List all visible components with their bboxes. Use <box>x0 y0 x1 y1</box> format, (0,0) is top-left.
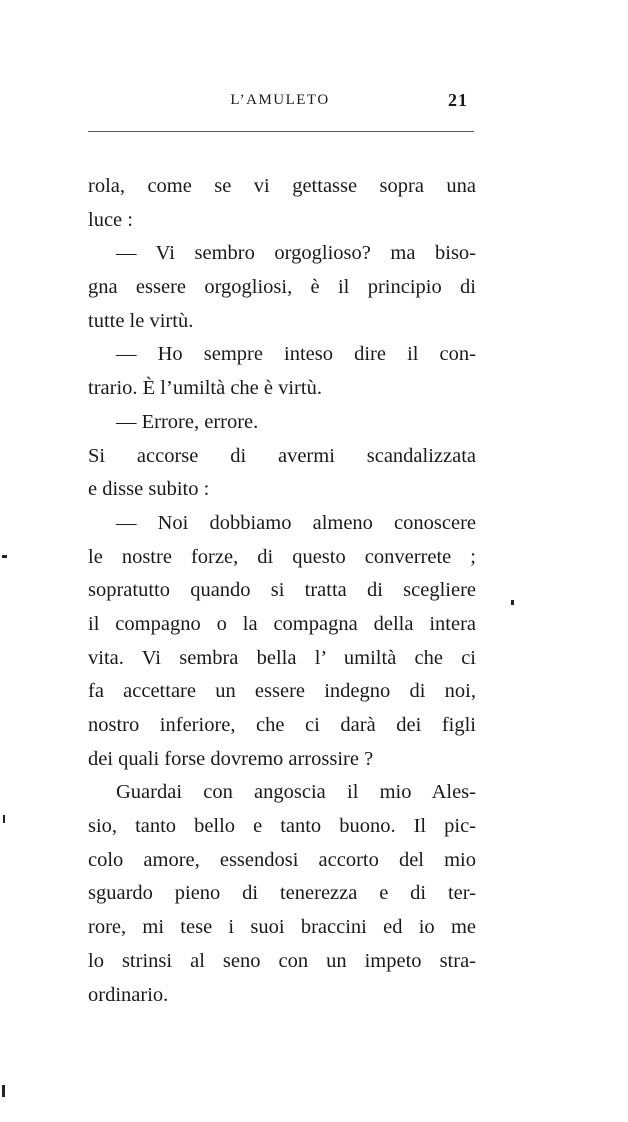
text-line: sopratutto quando si tratta di scegliere <box>88 579 476 602</box>
text-line: fa accettare un essere indegno di noi, <box>88 680 476 703</box>
text-line: ordinario. <box>88 983 169 1006</box>
text-line: gna essere orgogliosi, è il principio di <box>88 276 476 299</box>
text-line: rola, come se vi gettasse sopra una <box>88 175 476 197</box>
margin-mark <box>3 815 5 823</box>
text-line: il compagno o la compagna della intera <box>88 612 476 635</box>
text-line: — Vi sembro orgoglioso? ma biso- <box>116 242 476 265</box>
body-text <box>88 170 476 1012</box>
text-line: tutte le virtù. <box>88 309 194 332</box>
text-line: trario. È l’umiltà che è virtù. <box>88 377 322 400</box>
text-line: — Noi dobbiamo almeno conoscere <box>116 511 476 534</box>
margin-mark <box>2 1085 5 1097</box>
text-line: — Ho sempre inteso dire il con- <box>116 343 476 366</box>
text-line: nostro inferiore, che ci darà dei figli <box>88 714 476 736</box>
running-title: L’AMULETO <box>230 92 330 108</box>
text-line: — Errore, errore. <box>116 410 259 433</box>
text-line: Si accorse di avermi scandalizzata <box>88 444 476 467</box>
text-line: Guardai con angoscia il mio Ales- <box>116 781 476 804</box>
margin-mark <box>511 600 514 605</box>
page-number: 21 <box>448 90 468 110</box>
margin-mark <box>2 555 7 558</box>
text-line: vita. Vi sembra bella l’ umiltà che ci <box>88 646 476 669</box>
text-line: sguardo pieno di tenerezza e di ter- <box>88 882 476 905</box>
text-line: luce : <box>88 208 133 231</box>
text-line: sio, tanto bello e tanto buono. Il pic- <box>88 815 476 838</box>
text-line: le nostre forze, di questo converrete ; <box>88 545 476 568</box>
text-line: colo amore, essendosi accorto del mio <box>88 848 476 871</box>
header-rule <box>88 131 474 132</box>
text-line: lo strinsi al seno con un impeto stra- <box>88 949 476 972</box>
text-line: e disse subito : <box>88 478 210 501</box>
text-line: dei quali forse dovremo arrossire ? <box>88 747 374 770</box>
text-line: rore, mi tese i suoi braccini ed io me <box>88 916 476 939</box>
